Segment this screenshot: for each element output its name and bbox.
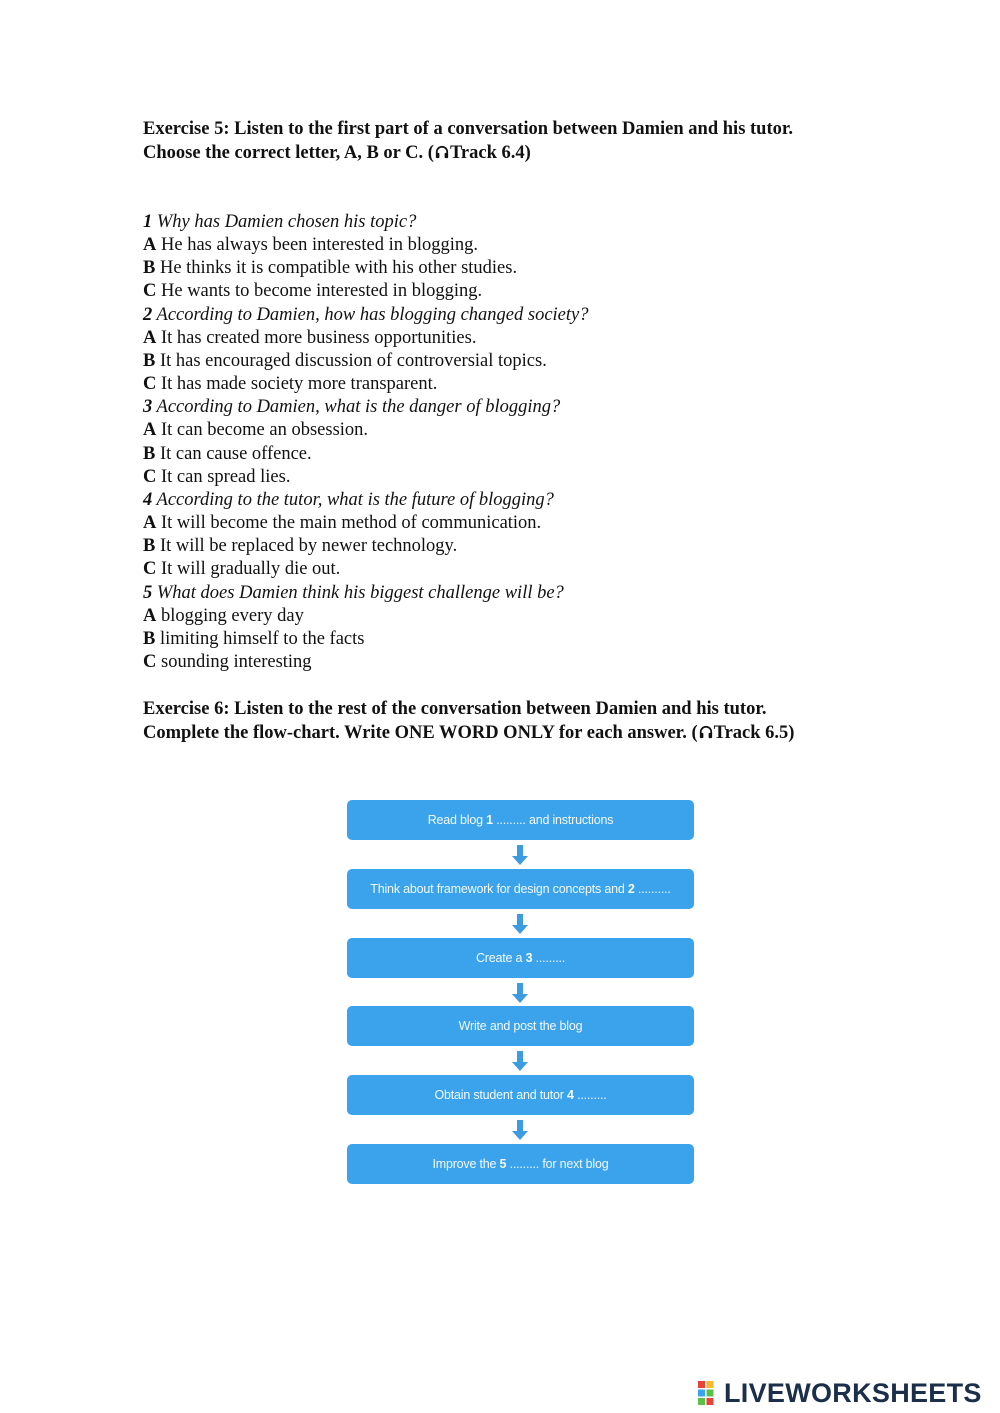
down-arrow-icon [512, 1051, 528, 1071]
liveworksheets-logo [698, 1378, 982, 1408]
liveworksheets-wordmark: LIVEWORKSHEETS [724, 1377, 982, 1408]
down-arrow-icon [512, 983, 528, 1003]
question-3-option-b [143, 443, 943, 466]
exercise-5-heading-line-1: Exercise 5: Listen to the first part of a conversation between Damien and his tutor. [143, 119, 794, 139]
question-2-option-b [143, 350, 943, 373]
down-arrow-icon [512, 1120, 528, 1140]
option-text: It has created more business opportunities. [161, 327, 477, 348]
option-letter: B [143, 350, 156, 371]
option-letter: B [143, 628, 156, 649]
headphones-icon [699, 725, 713, 739]
option-text: limiting himself to the facts [159, 628, 365, 649]
headphones-icon [435, 145, 449, 159]
question-2 [143, 304, 943, 327]
option-text: It can cause offence. [159, 443, 312, 464]
option-text: It will become the main method of communication. [161, 513, 542, 534]
liveworksheets-mark-icon [698, 1381, 722, 1405]
question-number: 2 [143, 304, 153, 325]
option-text: It will be replaced by newer technology. [159, 536, 458, 557]
option-text: He wants to become interested in blogging. [161, 281, 483, 302]
question-1-option-b [143, 257, 943, 280]
option-letter: C [143, 559, 157, 580]
option-letter: A [143, 420, 157, 441]
exercise-5-instruction: Choose the correct letter, A, B or C. ( [143, 142, 434, 163]
option-text: It can become an obsession. [161, 420, 369, 441]
flow-step-4 [347, 1006, 694, 1046]
flow-step-5 [347, 1075, 694, 1115]
flow-step-text-after: ......... and instructions [492, 813, 614, 827]
exercise-5-track: Track 6.4 [449, 142, 525, 163]
option-letter: B [143, 443, 156, 464]
option-text: It has encouraged discussion of controversial topics. [159, 350, 547, 371]
question-number: 5 [143, 582, 153, 603]
flow-gap-number: 3 [525, 950, 533, 965]
question-4 [143, 489, 943, 512]
exercise-6-heading-line-1: Exercise 6: Listen to the rest of the conversation between Damien and his tutor. [143, 699, 767, 719]
option-letter: B [143, 536, 156, 557]
flow-gap-number: 5 [499, 1157, 507, 1171]
flow-step-1 [347, 800, 694, 840]
question-number: 3 [143, 397, 153, 418]
exercise-5-heading [143, 118, 943, 165]
question-number: 4 [143, 489, 153, 510]
option-letter: A [143, 327, 157, 348]
question-2-option-a [143, 327, 943, 350]
question-text: What does Damien think his biggest challenge will be? [156, 582, 564, 603]
flow-step-6 [347, 1144, 694, 1184]
flow-gap-number: 2 [627, 881, 635, 896]
option-text: It will gradually die out. [161, 559, 341, 580]
flow-gap-number: 1 [486, 813, 493, 827]
exercise-6-track: Track 6.5 [713, 722, 789, 743]
question-number: 1 [143, 212, 153, 232]
question-5-option-a [143, 605, 943, 628]
flow-step-text-after: .......... [634, 881, 671, 896]
question-text: Why has Damien chosen his topic? [156, 212, 417, 232]
down-arrow-icon [512, 914, 528, 934]
flow-gap-number: 4 [567, 1088, 574, 1103]
option-letter: C [143, 651, 157, 672]
question-5-option-c [143, 651, 943, 674]
option-text: blogging every day [161, 605, 304, 626]
option-letter: C [143, 281, 157, 302]
option-letter: B [143, 258, 156, 279]
flow-step-text: Read blog [427, 813, 487, 827]
exercise-5-heading-line-2: Choose the correct letter, A, B or C. ( Track 6.4) [143, 142, 531, 163]
option-letter: C [143, 466, 157, 487]
flow-step-text: Write and post the blog [458, 1019, 583, 1034]
option-letter: A [143, 235, 157, 256]
question-3 [143, 396, 943, 419]
question-text: According to the tutor, what is the future of blogging? [156, 489, 554, 510]
option-text: It has made society more transparent. [161, 374, 438, 395]
flow-step-3 [347, 938, 694, 978]
question-1-option-c [143, 280, 943, 303]
flow-step-text: Create a [475, 950, 526, 965]
question-1 [143, 211, 943, 234]
option-text: He has always been interested in blogging. [161, 235, 478, 256]
flow-step-text: Improve the [432, 1157, 500, 1171]
exercise-6-heading-line-2: Complete the flow-chart. Write ONE WORD ONLY for each answer. ( Track 6.5) [143, 722, 795, 743]
question-4-option-a [143, 512, 943, 535]
flow-step-text: Obtain student and tutor [434, 1088, 568, 1103]
exercise-6-heading [143, 698, 943, 745]
flow-step-text: Think about framework for design concepts and [370, 881, 628, 896]
question-text: According to Damien, what is the danger of blogging? [156, 397, 561, 418]
flow-step-text-after: ......... for next blog [506, 1157, 609, 1171]
exercise-6-instruction: Complete the flow-chart. Write ONE WORD ONLY for each answer. ( [143, 722, 698, 743]
down-arrow-icon [512, 845, 528, 865]
flow-step-text-after: ......... [532, 950, 566, 965]
option-letter: A [143, 605, 157, 626]
option-letter: C [143, 374, 157, 395]
question-text: According to Damien, how has blogging changed society? [156, 304, 589, 325]
question-3-option-c [143, 466, 943, 489]
flow-step-text-after: ......... [573, 1088, 607, 1103]
option-text: sounding interesting [161, 651, 312, 672]
question-3-option-a [143, 419, 943, 442]
option-text: He thinks it is compatible with his other studies. [159, 258, 518, 279]
option-letter: A [143, 513, 157, 534]
option-text: It can spread lies. [161, 466, 291, 487]
flow-step-2 [347, 869, 694, 909]
question-1-option-a [143, 234, 943, 257]
question-2-option-c [143, 373, 943, 396]
question-5-option-b [143, 628, 943, 651]
question-5 [143, 582, 943, 605]
exercise-5-questions [143, 211, 943, 674]
question-4-option-b [143, 535, 943, 558]
question-4-option-c [143, 558, 943, 581]
